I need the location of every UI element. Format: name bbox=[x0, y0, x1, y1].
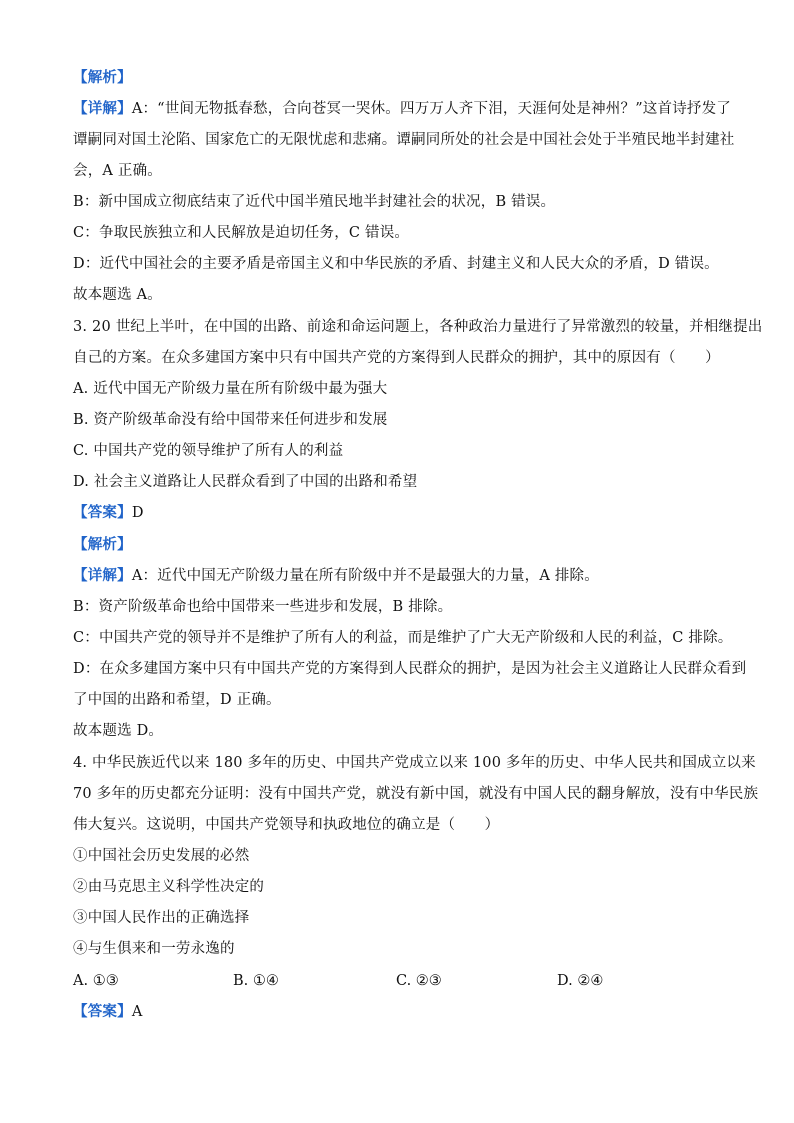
statement-2: ②由马克思主义科学性决定的 bbox=[73, 879, 265, 895]
analysis-tag: 【解析】 bbox=[73, 69, 132, 86]
analysis-tag: 【解析】 bbox=[73, 536, 132, 553]
statement-3: ③中国人民作出的正确选择 bbox=[73, 910, 250, 926]
explanation-b: B：资产阶级革命也给中国带来一些进步和发展，B 排除。 bbox=[73, 599, 453, 615]
conclusion: 故本题选 A。 bbox=[73, 287, 162, 303]
option-d: D. 社会主义道路让人民群众看到了中国的出路和希望 bbox=[73, 474, 418, 490]
option-b: B. 资产阶级革命没有给中国带来任何进步和发展 bbox=[73, 412, 388, 428]
option-c: C. 中国共产党的领导维护了所有人的利益 bbox=[73, 443, 344, 459]
question-stem: 自己的方案。在众多建国方案中只有中国共产党的方案得到人民群众的拥护，其中的原因有（ ） bbox=[73, 350, 720, 366]
answer-value: A bbox=[131, 1004, 143, 1020]
analysis-heading bbox=[73, 535, 733, 555]
question-stem: 70 多年的历史都充分证明：没有中国共产党，就没有新中国，就没有中国人民的翻身解放，没有中华民族 bbox=[73, 786, 759, 802]
option-a: A. ①③ bbox=[73, 973, 119, 989]
answer-line bbox=[73, 1002, 733, 1022]
analysis-heading bbox=[73, 68, 733, 88]
answer-tag: 【答案】 bbox=[73, 1003, 132, 1020]
statement-4: ④与生俱来和一劳永逸的 bbox=[73, 941, 235, 957]
detail-tag: 【详解】 bbox=[73, 567, 132, 584]
option-b: B. ①④ bbox=[233, 973, 279, 989]
explanation-d: 了中国的出路和希望，D 正确。 bbox=[73, 692, 281, 708]
detail-line: 谭嗣同对国土沦陷、国家危亡的无限忧虑和悲痛。谭嗣同所处的社会是中国社会处于半殖民地半封建社 bbox=[73, 132, 735, 148]
question-stem: 4. 中华民族近代以来 180 多年的历史、中国共产党成立以来 100 多年的历史、中华人民共和国成立以来 bbox=[73, 755, 756, 771]
detail-line bbox=[73, 99, 733, 119]
question-stem: 3. 20 世纪上半叶，在中国的出路、前途和命运问题上，各种政治力量进行了异常激烈的较量，并相继提出 bbox=[73, 319, 763, 335]
question-stem: 伟大复兴。这说明，中国共产党领导和执政地位的确立是（ ） bbox=[73, 817, 500, 833]
detail-text: A：近代中国无产阶级力量在所有阶级中并不是最强大的力量，A 排除。 bbox=[131, 568, 599, 584]
explanation-c: C：中国共产党的领导并不是维护了所有人的利益，而是维护了广大无产阶级和人民的利益，C 排除。 bbox=[73, 630, 733, 646]
option-d: D. ②④ bbox=[557, 973, 604, 989]
answer-value: D bbox=[131, 505, 144, 521]
explanation-d: D：在众多建国方案中只有中国共产党的方案得到人民群众的拥护，是因为社会主义道路让人民群众看到 bbox=[73, 661, 747, 677]
statement-1: ①中国社会历史发展的必然 bbox=[73, 848, 250, 864]
detail-text: A：“世间无物抵春愁，合向苍冥一哭休。四万万人齐下泪，天涯何处是神州？”这首诗抒发了 bbox=[131, 101, 732, 117]
option-a: A. 近代中国无产阶级力量在所有阶级中最为强大 bbox=[73, 381, 388, 397]
conclusion: 故本题选 D。 bbox=[73, 723, 164, 739]
explanation-c: C：争取民族独立和人民解放是迫切任务，C 错误。 bbox=[73, 225, 410, 241]
answer-line bbox=[73, 503, 733, 523]
detail-line: 会，A 正确。 bbox=[73, 163, 162, 179]
answer-tag: 【答案】 bbox=[73, 504, 132, 521]
explanation-b: B：新中国成立彻底结束了近代中国半殖民地半封建社会的状况，B 错误。 bbox=[73, 194, 556, 210]
detail-line bbox=[73, 566, 733, 586]
detail-tag: 【详解】 bbox=[73, 100, 132, 117]
option-c: C. ②③ bbox=[396, 973, 442, 989]
explanation-d: D：近代中国社会的主要矛盾是帝国主义和中华民族的矛盾、封建主义和人民大众的矛盾，D 错误。 bbox=[73, 256, 719, 272]
